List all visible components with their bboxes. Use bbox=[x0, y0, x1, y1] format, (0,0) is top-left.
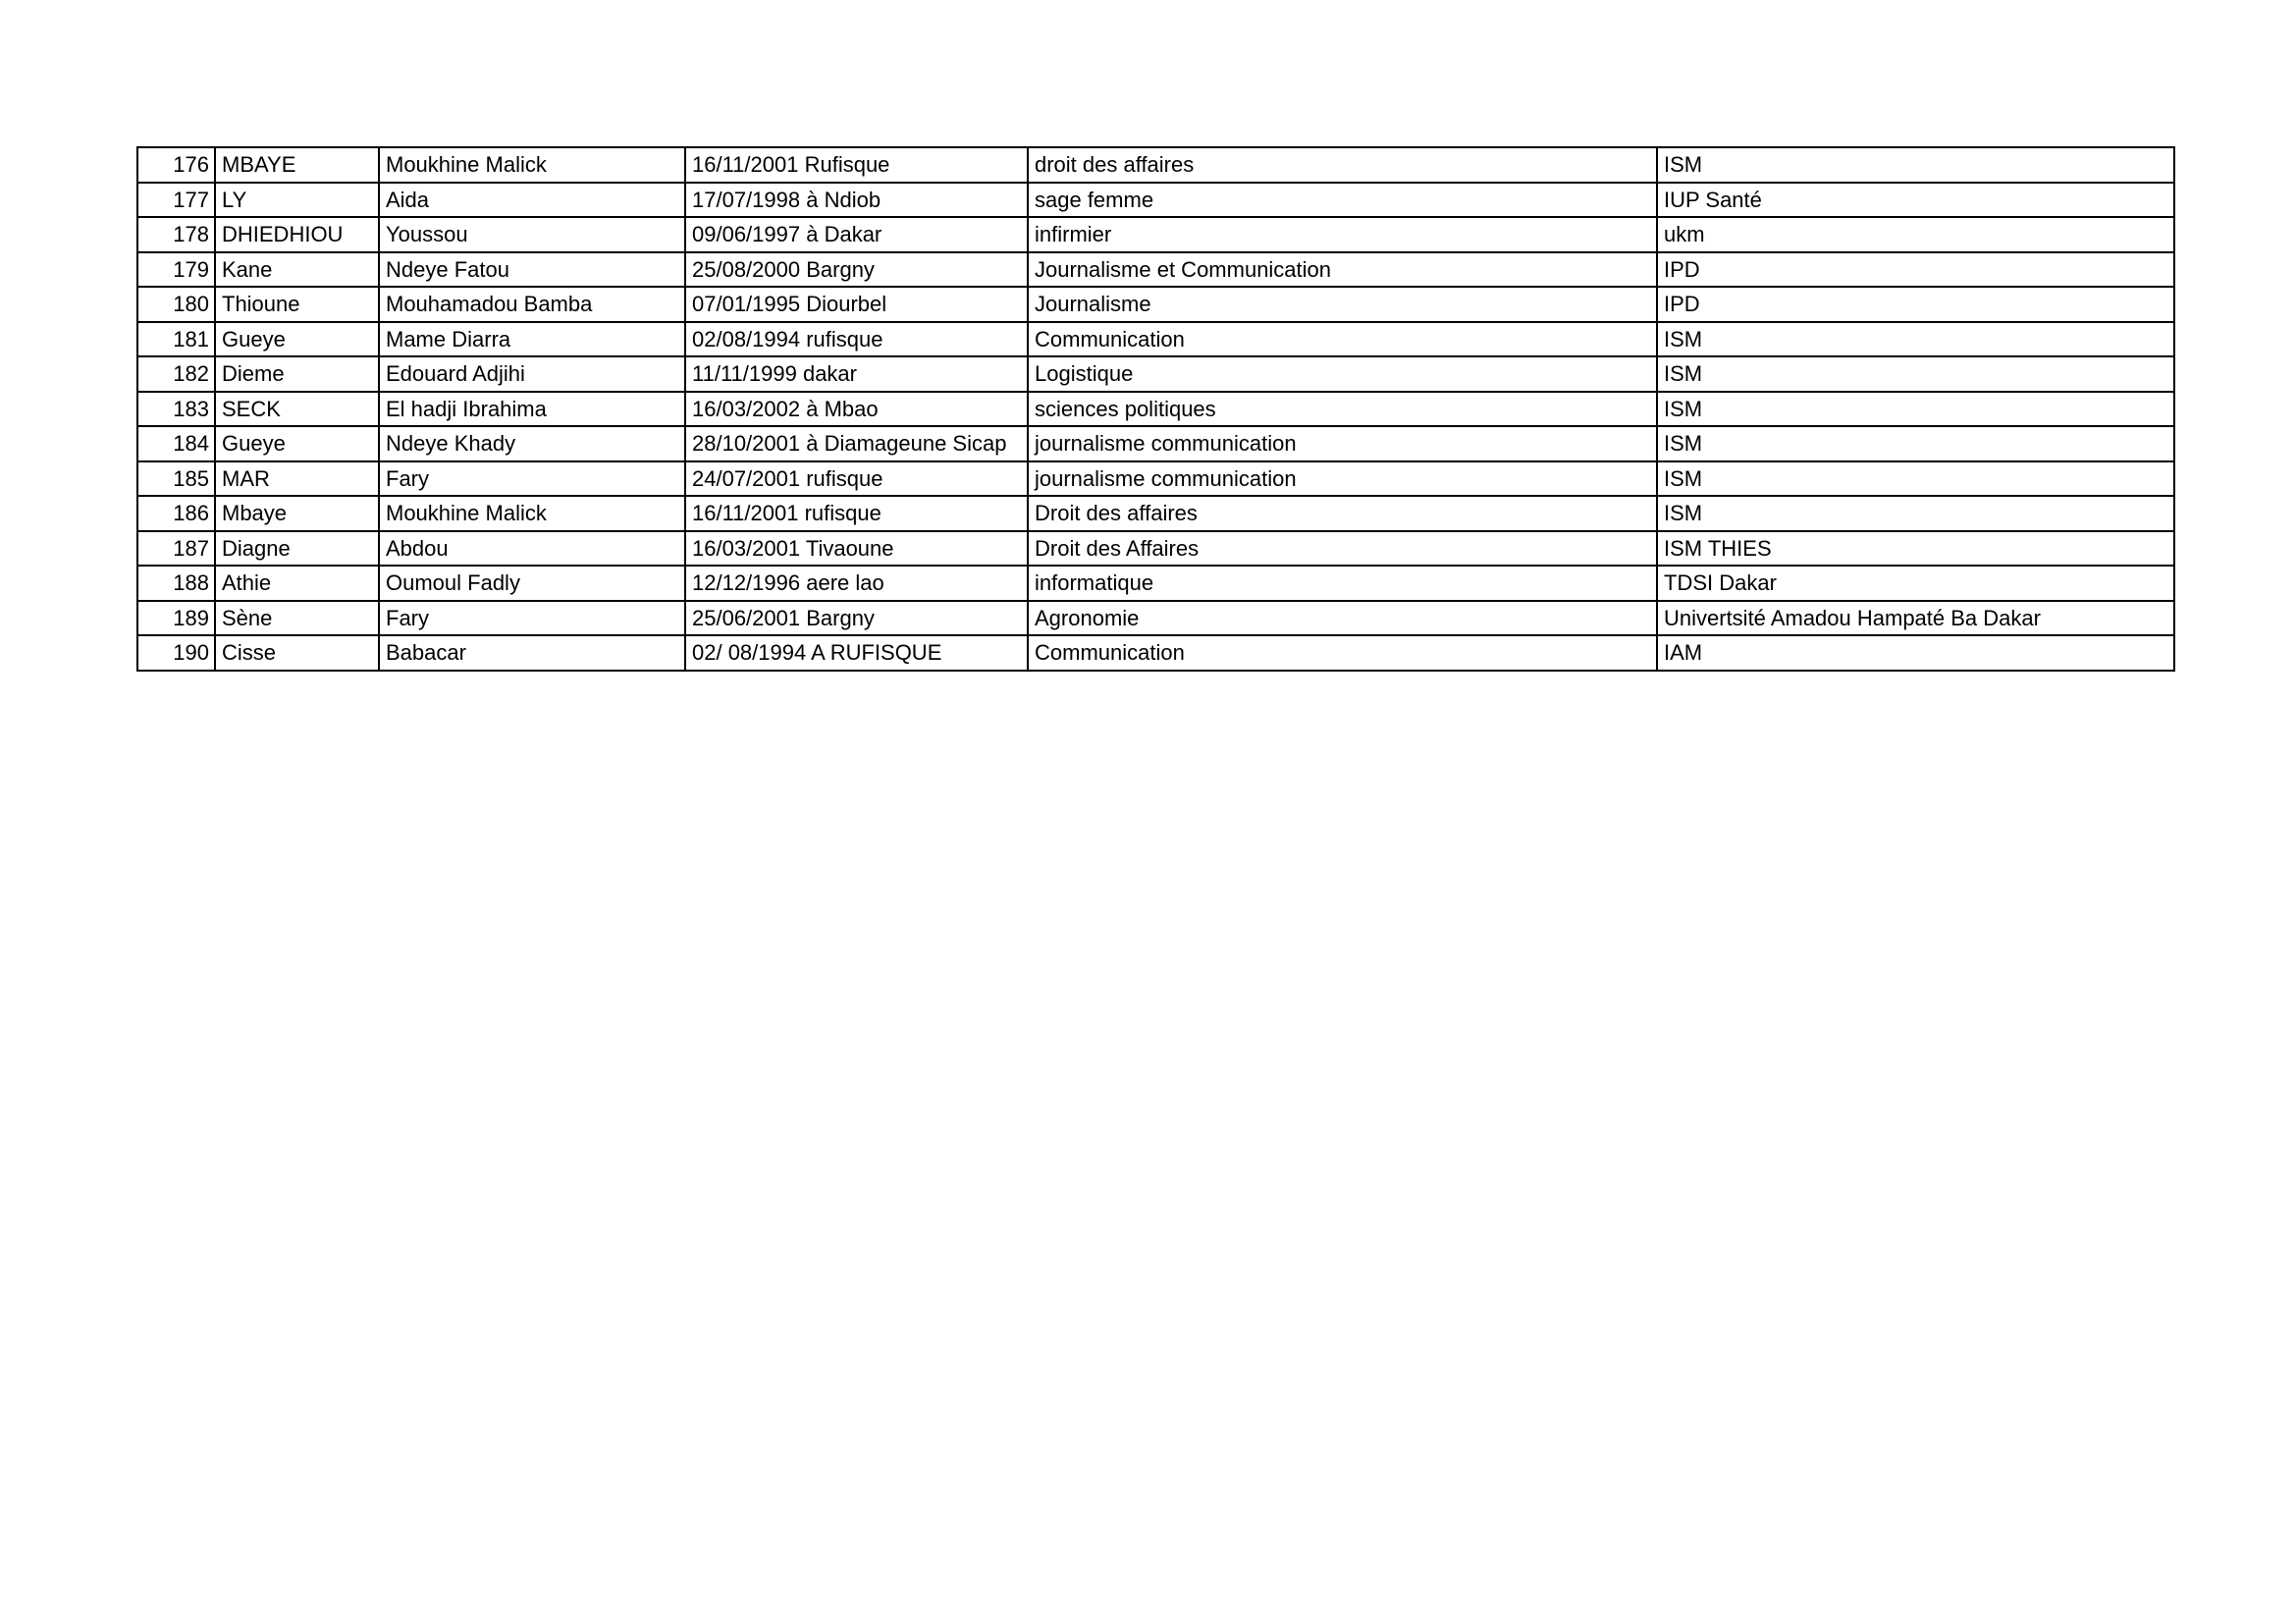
row-number-cell: 187 bbox=[137, 531, 215, 567]
last-name-cell: DHIEDHIOU bbox=[215, 217, 379, 252]
table-row bbox=[137, 496, 2174, 531]
institution-cell: IPD bbox=[1657, 252, 2174, 288]
table-row bbox=[137, 252, 2174, 288]
last-name-cell: SECK bbox=[215, 392, 379, 427]
last-name-cell: Diagne bbox=[215, 531, 379, 567]
table-row bbox=[137, 287, 2174, 322]
institution-cell: TDSI Dakar bbox=[1657, 566, 2174, 601]
row-number-cell: 181 bbox=[137, 322, 215, 357]
institution-cell: ISM bbox=[1657, 461, 2174, 497]
last-name-cell: MAR bbox=[215, 461, 379, 497]
field-of-study-cell: Logistique bbox=[1028, 356, 1657, 392]
row-number-cell: 182 bbox=[137, 356, 215, 392]
first-name-cell: Mame Diarra bbox=[379, 322, 685, 357]
field-of-study-cell: infirmier bbox=[1028, 217, 1657, 252]
table-row bbox=[137, 217, 2174, 252]
field-of-study-cell: informatique bbox=[1028, 566, 1657, 601]
field-of-study-cell: Communication bbox=[1028, 635, 1657, 671]
last-name-cell: LY bbox=[215, 183, 379, 218]
last-name-cell: Mbaye bbox=[215, 496, 379, 531]
student-table-body bbox=[137, 147, 2174, 671]
first-name-cell: Babacar bbox=[379, 635, 685, 671]
table-row bbox=[137, 147, 2174, 183]
birth-date-place-cell: 02/08/1994 rufisque bbox=[685, 322, 1028, 357]
institution-cell: ukm bbox=[1657, 217, 2174, 252]
first-name-cell: Moukhine Malick bbox=[379, 496, 685, 531]
institution-cell: ISM bbox=[1657, 392, 2174, 427]
birth-date-place-cell: 07/01/1995 Diourbel bbox=[685, 287, 1028, 322]
birth-date-place-cell: 11/11/1999 dakar bbox=[685, 356, 1028, 392]
row-number-cell: 188 bbox=[137, 566, 215, 601]
table-row bbox=[137, 183, 2174, 218]
institution-cell: ISM THIES bbox=[1657, 531, 2174, 567]
table-row bbox=[137, 461, 2174, 497]
first-name-cell: Ndeye Fatou bbox=[379, 252, 685, 288]
row-number-cell: 180 bbox=[137, 287, 215, 322]
field-of-study-cell: Droit des affaires bbox=[1028, 496, 1657, 531]
institution-cell: ISM bbox=[1657, 322, 2174, 357]
row-number-cell: 190 bbox=[137, 635, 215, 671]
table-row bbox=[137, 566, 2174, 601]
last-name-cell: Gueye bbox=[215, 426, 379, 461]
birth-date-place-cell: 12/12/1996 aere lao bbox=[685, 566, 1028, 601]
row-number-cell: 179 bbox=[137, 252, 215, 288]
field-of-study-cell: journalisme communication bbox=[1028, 426, 1657, 461]
field-of-study-cell: Communication bbox=[1028, 322, 1657, 357]
first-name-cell: Fary bbox=[379, 461, 685, 497]
row-number-cell: 189 bbox=[137, 601, 215, 636]
first-name-cell: Edouard Adjihi bbox=[379, 356, 685, 392]
institution-cell: IUP Santé bbox=[1657, 183, 2174, 218]
last-name-cell: Dieme bbox=[215, 356, 379, 392]
last-name-cell: MBAYE bbox=[215, 147, 379, 183]
student-table bbox=[136, 146, 2175, 672]
field-of-study-cell: Journalisme bbox=[1028, 287, 1657, 322]
first-name-cell: Oumoul Fadly bbox=[379, 566, 685, 601]
table-row bbox=[137, 392, 2174, 427]
birth-date-place-cell: 28/10/2001 à Diamageune Sicap bbox=[685, 426, 1028, 461]
row-number-cell: 177 bbox=[137, 183, 215, 218]
first-name-cell: Youssou bbox=[379, 217, 685, 252]
birth-date-place-cell: 16/03/2002 à Mbao bbox=[685, 392, 1028, 427]
birth-date-place-cell: 17/07/1998 à Ndiob bbox=[685, 183, 1028, 218]
last-name-cell: Kane bbox=[215, 252, 379, 288]
table-row bbox=[137, 601, 2174, 636]
field-of-study-cell: Journalisme et Communication bbox=[1028, 252, 1657, 288]
first-name-cell: Aida bbox=[379, 183, 685, 218]
institution-cell: ISM bbox=[1657, 356, 2174, 392]
row-number-cell: 185 bbox=[137, 461, 215, 497]
institution-cell: ISM bbox=[1657, 426, 2174, 461]
first-name-cell: Mouhamadou Bamba bbox=[379, 287, 685, 322]
institution-cell: ISM bbox=[1657, 496, 2174, 531]
institution-cell: IPD bbox=[1657, 287, 2174, 322]
birth-date-place-cell: 25/06/2001 Bargny bbox=[685, 601, 1028, 636]
first-name-cell: Ndeye Khady bbox=[379, 426, 685, 461]
field-of-study-cell: Agronomie bbox=[1028, 601, 1657, 636]
institution-cell: IAM bbox=[1657, 635, 2174, 671]
institution-cell: Univertsité Amadou Hampaté Ba Dakar bbox=[1657, 601, 2174, 636]
table-row bbox=[137, 356, 2174, 392]
last-name-cell: Thioune bbox=[215, 287, 379, 322]
table-row bbox=[137, 426, 2174, 461]
field-of-study-cell: journalisme communication bbox=[1028, 461, 1657, 497]
birth-date-place-cell: 09/06/1997 à Dakar bbox=[685, 217, 1028, 252]
row-number-cell: 176 bbox=[137, 147, 215, 183]
table-row bbox=[137, 531, 2174, 567]
last-name-cell: Gueye bbox=[215, 322, 379, 357]
row-number-cell: 184 bbox=[137, 426, 215, 461]
birth-date-place-cell: 24/07/2001 rufisque bbox=[685, 461, 1028, 497]
birth-date-place-cell: 02/ 08/1994 A RUFISQUE bbox=[685, 635, 1028, 671]
birth-date-place-cell: 25/08/2000 Bargny bbox=[685, 252, 1028, 288]
birth-date-place-cell: 16/11/2001 rufisque bbox=[685, 496, 1028, 531]
first-name-cell: Abdou bbox=[379, 531, 685, 567]
birth-date-place-cell: 16/11/2001 Rufisque bbox=[685, 147, 1028, 183]
last-name-cell: Cisse bbox=[215, 635, 379, 671]
first-name-cell: Moukhine Malick bbox=[379, 147, 685, 183]
first-name-cell: El hadji Ibrahima bbox=[379, 392, 685, 427]
institution-cell: ISM bbox=[1657, 147, 2174, 183]
row-number-cell: 186 bbox=[137, 496, 215, 531]
last-name-cell: Sène bbox=[215, 601, 379, 636]
birth-date-place-cell: 16/03/2001 Tivaoune bbox=[685, 531, 1028, 567]
field-of-study-cell: sage femme bbox=[1028, 183, 1657, 218]
table-row bbox=[137, 322, 2174, 357]
first-name-cell: Fary bbox=[379, 601, 685, 636]
field-of-study-cell: Droit des Affaires bbox=[1028, 531, 1657, 567]
row-number-cell: 178 bbox=[137, 217, 215, 252]
last-name-cell: Athie bbox=[215, 566, 379, 601]
field-of-study-cell: droit des affaires bbox=[1028, 147, 1657, 183]
field-of-study-cell: sciences politiques bbox=[1028, 392, 1657, 427]
table-row bbox=[137, 635, 2174, 671]
row-number-cell: 183 bbox=[137, 392, 215, 427]
